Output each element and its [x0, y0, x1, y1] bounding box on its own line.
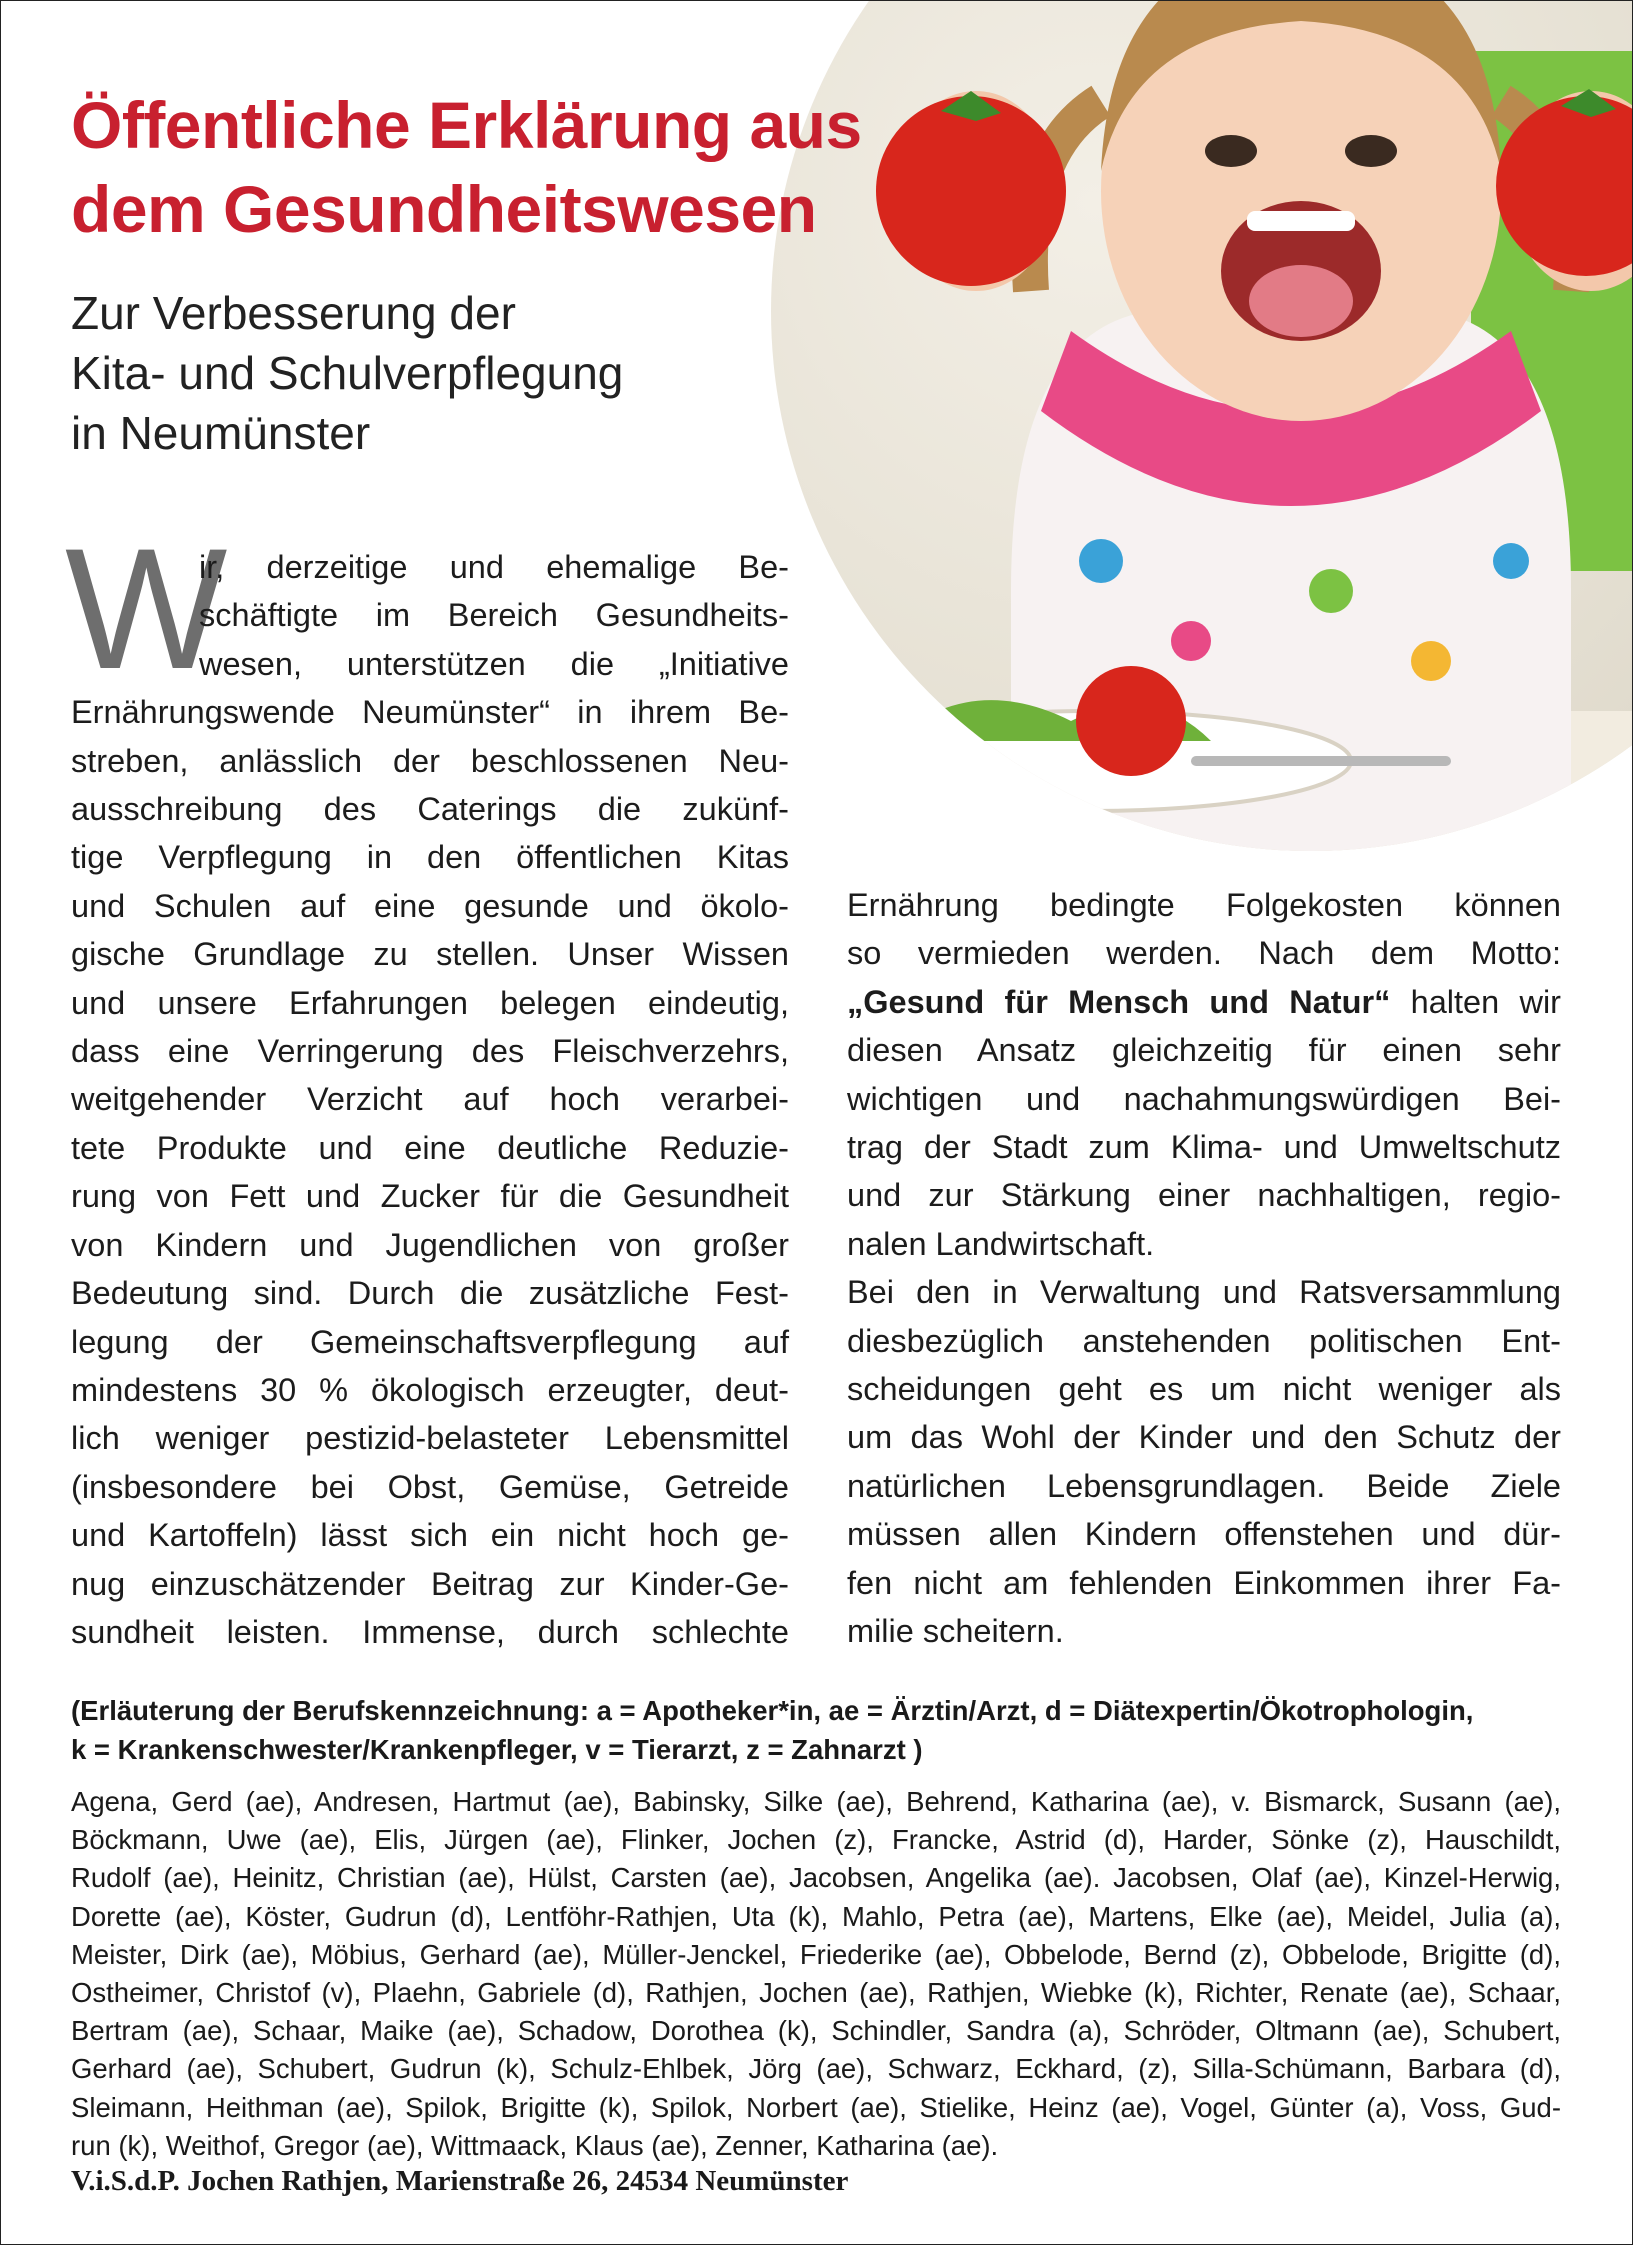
subtitle-line: in Neumünster	[71, 407, 371, 459]
body-line: ir, derzeitige und ehemalige Be-	[199, 549, 789, 585]
body-line: legung der Gemeinschaftsverpflegung auf	[71, 1323, 789, 1360]
legend-line: (Erläuterung der Berufskennzeichnung: a = Apotheker*in, ae = Ärztin/Arzt, d = Diätexpertin/Ökotrophologin,	[71, 1695, 1474, 1726]
body-line: lich weniger pestizid-belasteter Lebensmittel	[71, 1420, 789, 1457]
body-line: milie scheitern.	[847, 1613, 1064, 1650]
imprint-line: V.i.S.d.P. Jochen Rathjen, Marienstraße 26, 24534 Neumünster	[71, 2165, 849, 2197]
signatory-list	[71, 1783, 1561, 2165]
motto-line-rest: halten wir	[1390, 983, 1562, 1020]
motto-text: „Gesund für Mensch und Natur“	[847, 983, 1391, 1020]
page-subtitle	[71, 283, 771, 463]
body-line: Ernährungswende Neumünster“ in ihrem Be-	[71, 694, 789, 731]
body-line: weitgehender Verzicht auf hoch verarbei-	[71, 1081, 789, 1118]
eye-shape	[1345, 135, 1397, 167]
legend-line: k = Krankenschwester/Krankenpfleger, v = Tierarzt, z = Zahnarzt )	[71, 1734, 923, 1765]
body-line: diesen Ansatz gleichzeitig für einen sehr	[847, 1032, 1561, 1069]
tomato-plate-shape	[1076, 666, 1186, 776]
subtitle-line: Kita- und Schulverpflegung	[71, 347, 624, 399]
signatory-line: Rudolf (ae), Heinitz, Christian (ae), Hülst, Carsten (ae), Jacobsen, Angelika (ae). Jacobsen, Olaf (ae), Kinzel-Herwig,	[71, 1862, 1561, 1894]
signatory-line: Dorette (ae), Köster, Gudrun (d), Lentföhr-Rathjen, Uta (k), Mahlo, Petra (ae), Martens, Elke (ae), Meidel, Julia (a),	[71, 1900, 1561, 1932]
body-line: ausschreibung des Caterings die zukünf-	[71, 791, 789, 828]
body-line: fen nicht am fehlenden Einkommen ihrer Fa-	[847, 1564, 1561, 1601]
body-line: und zur Stärkung einer nachhaltigen, regio-	[847, 1177, 1561, 1214]
body-line: und Kartoffeln) lässt sich ein nicht hoch ge-	[71, 1517, 789, 1554]
body-line: Ernährung bedingte Folgekosten können	[847, 887, 1561, 923]
tongue-shape	[1249, 265, 1353, 337]
body-line: scheidungen geht es um nicht weniger als	[847, 1371, 1561, 1408]
signatory-line: Agena, Gerd (ae), Andresen, Hartmut (ae), Babinsky, Silke (ae), Behrend, Katharina (ae), v. Bismarck, Susann (ae),	[71, 1786, 1561, 1817]
body-line: und Schulen auf eine gesunde und ökolo-	[71, 887, 789, 924]
dot-shape	[1079, 539, 1123, 583]
signatory-line: Ostheimer, Christof (v), Plaehn, Gabriele (d), Rathjen, Jochen (ae), Rathjen, Wiebke (k), Richter, Renate (ae), Schaar,	[71, 1977, 1561, 2009]
body-column-right	[847, 881, 1561, 1656]
profession-legend	[71, 1691, 1561, 1769]
body-line: trag der Stadt zum Klima- und Umweltschutz	[847, 1129, 1561, 1166]
motto-line	[847, 978, 1561, 1026]
body-line: mindestens 30 % ökologisch erzeugter, deut-	[71, 1371, 789, 1408]
signatory-line: Bertram (ae), Schaar, Maike (ae), Schadow, Dorothea (k), Schindler, Sandra (a), Schröder, Oltmann (ae), Schubert,	[71, 2015, 1561, 2047]
body-line: wichtigen und nachahmungswürdigen Bei-	[847, 1080, 1561, 1117]
body-line: natürlichen Lebensgrundlagen. Beide Ziele	[847, 1467, 1561, 1504]
body-line: um das Wohl der Kinder und den Schutz der	[847, 1419, 1561, 1456]
body-column-left	[71, 543, 789, 1656]
eye-shape	[1205, 135, 1257, 167]
teeth-shape	[1247, 211, 1355, 231]
dot-shape	[1493, 543, 1529, 579]
body-line: diesbezüglich anstehenden politischen Ent-	[847, 1322, 1561, 1359]
title-line: Öffentliche Erklärung aus	[71, 88, 862, 162]
body-line: müssen allen Kindern offenstehen und dür-	[847, 1516, 1561, 1553]
body-line: von Kindern und Jugendlichen von großer	[71, 1226, 789, 1263]
dot-shape	[1411, 641, 1451, 681]
dot-shape	[1171, 621, 1211, 661]
signatory-line: Sleimann, Heithman (ae), Spilok, Brigitte (k), Spilok, Norbert (ae), Stielike, Heinz (ae), Vogel, Günter (a), Voss, Gud-	[71, 2091, 1561, 2123]
drop-cap: W	[65, 513, 228, 705]
body-line: nalen Landwirtschaft.	[847, 1225, 1155, 1262]
signatory-line: Böckmann, Uwe (ae), Elis, Jürgen (ae), Flinker, Jochen (z), Francke, Astrid (d), Harder, Sönke (z), Hauschildt,	[71, 1824, 1561, 1856]
body-line: schäftigte im Bereich Gesundheits-	[199, 597, 789, 634]
body-line: wesen, unterstützen die „Initiative	[199, 645, 789, 682]
body-line: tete Produkte und eine deutliche Reduzie-	[71, 1129, 789, 1166]
body-line: nug einzuschätzender Beitrag zur Kinder-Ge-	[71, 1565, 789, 1602]
body-line: Bedeutung sind. Durch die zusätzliche Fest-	[71, 1275, 789, 1312]
dot-shape	[1309, 569, 1353, 613]
signatory-line: Meister, Dirk (ae), Möbius, Gerhard (ae), Müller-Jenckel, Friederike (ae), Obbelode, Bernd (z), Obbelode, Brigitte (d),	[71, 1938, 1561, 1970]
body-line: so vermieden werden. Nach dem Motto:	[847, 935, 1561, 972]
body-line: Bei den in Verwaltung und Ratsversammlung	[847, 1274, 1561, 1311]
fork-shape	[1191, 756, 1451, 766]
title-line: dem Gesundheitswesen	[71, 172, 817, 246]
signatory-line: run (k), Weithof, Gregor (ae), Wittmaack, Klaus (ae), Zenner, Katharina (ae).	[71, 2129, 999, 2161]
body-line: gische Grundlage zu stellen. Unser Wissen	[71, 936, 789, 973]
body-line: sundheit leisten. Immense, durch schlechte	[71, 1613, 789, 1650]
body-line: tige Verpflegung in den öffentlichen Kitas	[71, 839, 789, 876]
body-line: (insbesondere bei Obst, Gemüse, Getreide	[71, 1468, 789, 1505]
body-line: dass eine Verringerung des Fleischverzehrs,	[71, 1033, 789, 1070]
body-line: und unsere Erfahrungen belegen eindeutig,	[71, 984, 789, 1021]
subtitle-line: Zur Verbesserung der	[71, 287, 516, 339]
page-title	[71, 83, 971, 251]
signatory-line: Gerhard (ae), Schubert, Gudrun (k), Schulz-Ehlbek, Jörg (ae), Schwarz, Eckhard, (z), Silla-Schümann, Barbara (d),	[71, 2053, 1561, 2085]
body-line: rung von Fett und Zucker für die Gesundheit	[71, 1178, 789, 1215]
body-line: streben, anlässlich der beschlossenen Neu-	[71, 742, 789, 779]
